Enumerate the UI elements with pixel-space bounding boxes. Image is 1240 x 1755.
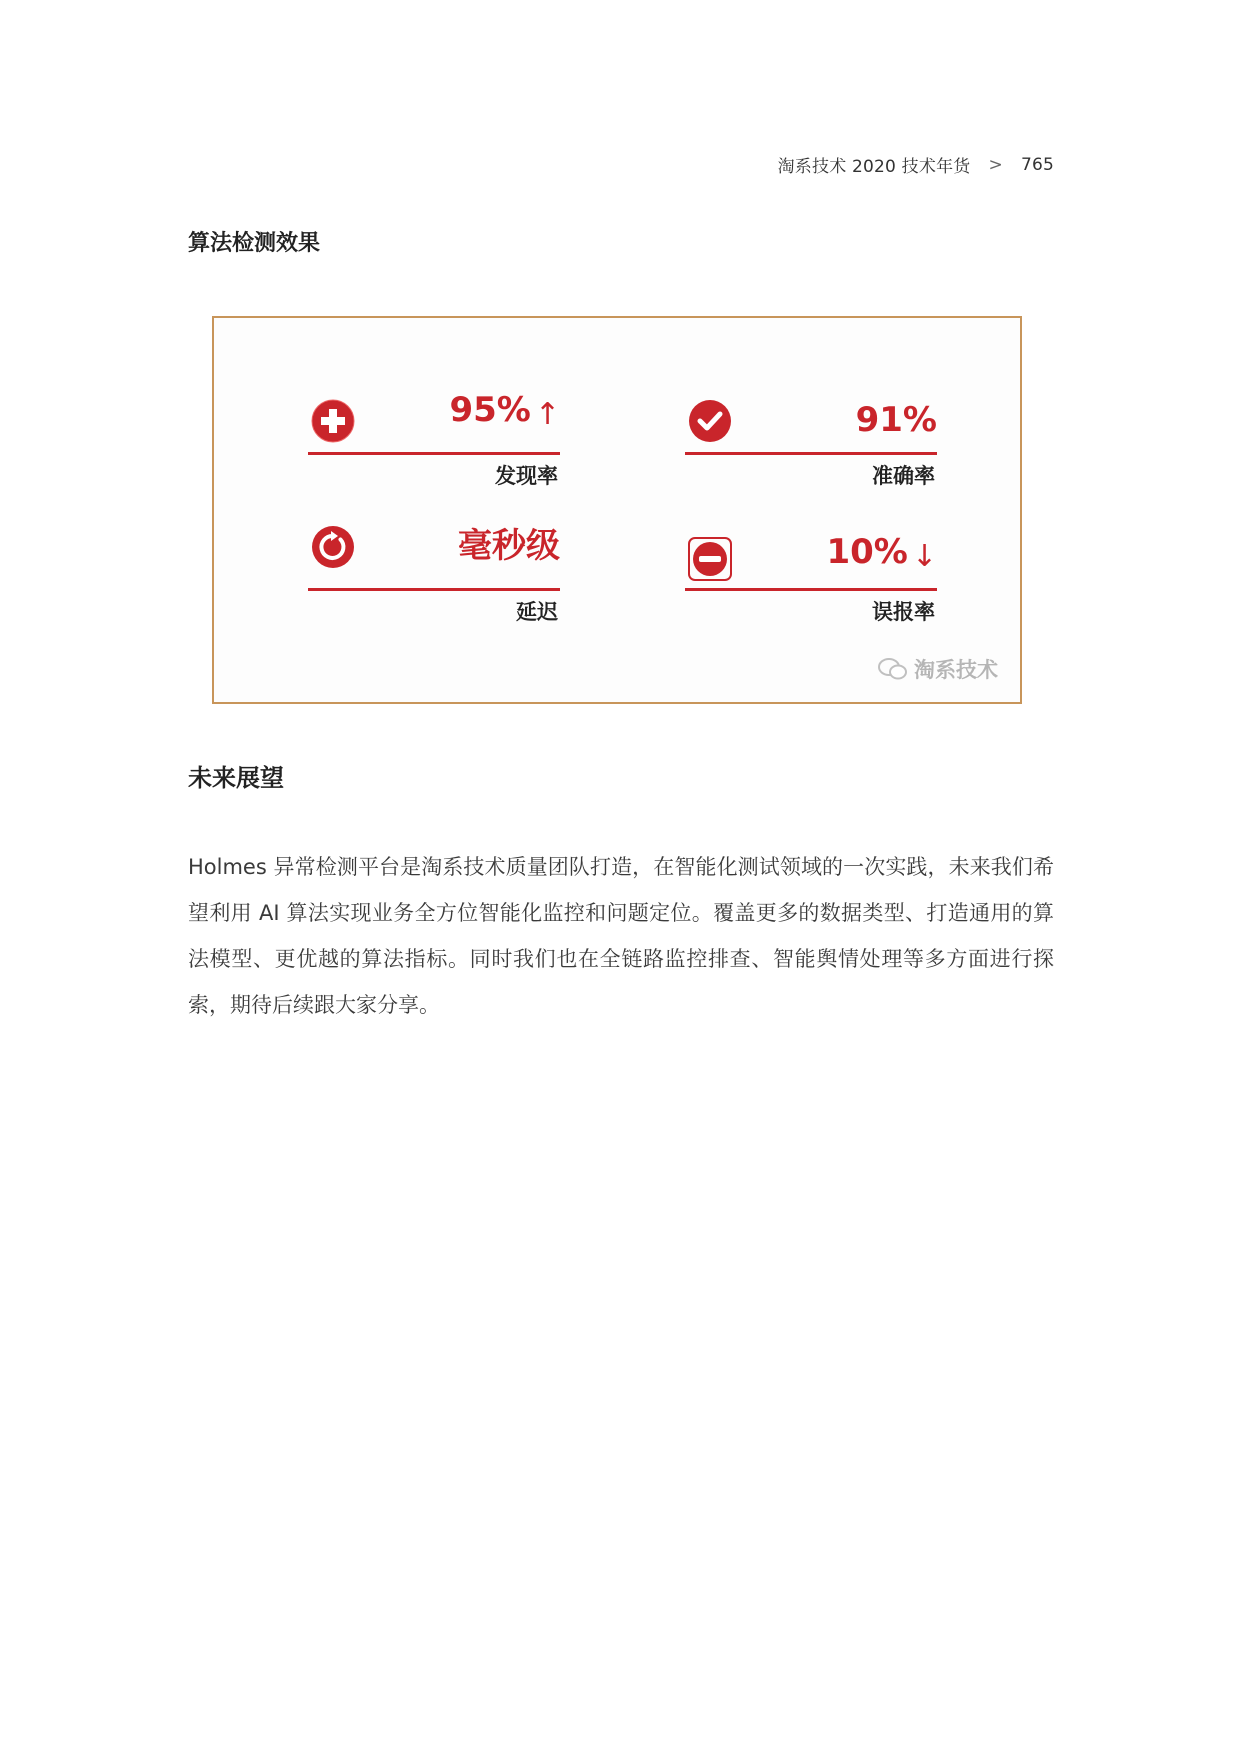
refresh-circle-icon — [310, 524, 356, 570]
check-circle-icon — [687, 398, 733, 444]
metric-value — [856, 400, 937, 440]
header-separator: > — [988, 154, 1003, 175]
accuracy-value: 91% — [855, 400, 937, 440]
discovery-rate-value: 95% — [449, 390, 531, 430]
latency-value: 毫秒级 — [458, 526, 560, 566]
watermark — [878, 654, 998, 684]
section-title-future-outlook: 未来展望 — [188, 764, 284, 792]
section-title-algorithm-results: 算法检测效果 — [188, 231, 321, 256]
wechat-icon — [878, 657, 908, 681]
minus-square-icon — [687, 536, 733, 582]
metric-value — [458, 518, 560, 567]
up-arrow-icon: ↑ — [534, 397, 560, 432]
metric-latency — [308, 524, 560, 624]
divider — [685, 452, 937, 455]
metric-value — [826, 532, 937, 572]
divider — [308, 588, 560, 591]
metric-accuracy — [685, 390, 937, 490]
watermark-text: 淘系技术 — [914, 658, 998, 682]
divider — [685, 588, 937, 591]
metric-label: 误报率 — [872, 600, 935, 624]
metric-false-alarm-rate — [685, 524, 937, 624]
body-paragraph: Holmes 异常检测平台是淘系技术质量团队打造，在智能化测试领域的一次实践，未来我们希望利用 AI 算法实现业务全方位智能化监控和问题定位。覆盖更多的数据类型、打造通用的算法模型、更优越的算法指标。同时我们也在全链路监控排查、智能舆情处理等多方面进行探索，期待后续跟大家分享。 — [188, 855, 1054, 1017]
plus-circle-icon — [310, 398, 356, 444]
metric-value — [449, 390, 560, 430]
metric-label: 发现率 — [495, 464, 558, 488]
page-header — [778, 152, 1054, 177]
metric-discovery-rate — [308, 390, 560, 490]
divider — [308, 452, 560, 455]
metrics-figure — [212, 316, 1022, 704]
book-title: 淘系技术 2020 技术年货 — [777, 157, 971, 177]
metric-label: 延迟 — [516, 600, 558, 624]
false-alarm-rate-value: 10% — [826, 532, 908, 572]
metric-label: 准确率 — [872, 464, 935, 488]
page-number: 765 — [1020, 154, 1054, 175]
down-arrow-icon: ↓ — [911, 539, 937, 574]
